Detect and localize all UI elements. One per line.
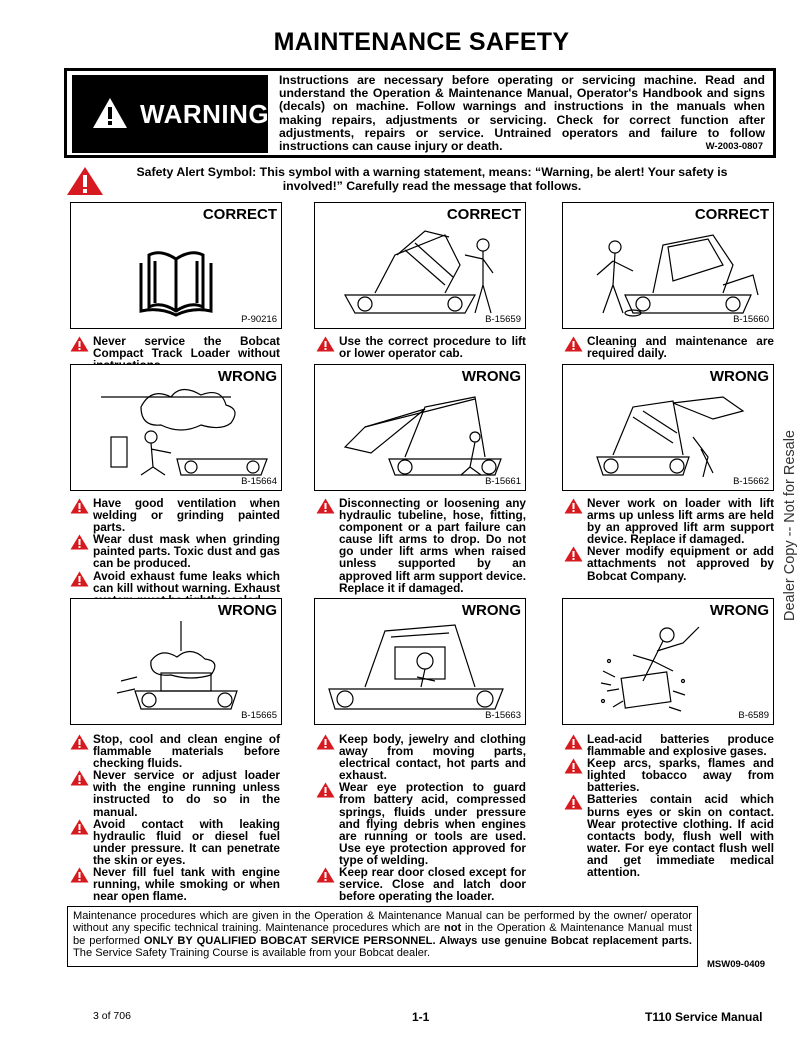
caption-text: Lead-acid batteries produce flammable and explosive gases. (587, 732, 774, 759)
safety-alert-statement: Safety Alert Symbol: This symbol with a warning statement, means: “Warning, be alert! Your safety is involved!” Carefully read the message that follows. (136, 165, 728, 193)
figure-number: B-15662 (733, 476, 769, 487)
figure-number: B-15660 (733, 314, 769, 325)
manual-name: T110 Service Manual (645, 1010, 763, 1024)
note-text-2: in the Operation & Maintenance Manual must be performed (73, 922, 692, 947)
safety-alert-icon (70, 571, 89, 587)
caption-text: Avoid contact with leaking hydraulic fluid or diesel fuel under pressure. It can penetrate the skin or eyes. (93, 816, 280, 867)
panel-2 (314, 202, 526, 329)
caption-item (70, 733, 280, 769)
caption-text: Disconnecting or loosening any hydraulic tubeline, hose, fitting, component or a part failure can cause lift arms to drop. Do not go under lift arms when raised unless supported by an approved lift arm support device. Replace it if damaged. (339, 496, 526, 595)
figure-number: B-15663 (485, 710, 521, 721)
note-text-1: Maintenance procedures which are given in the Operation & Maintenance Manual can be performed by the owner/ operator without any specific technical training. Maintenance procedures which are (73, 910, 692, 935)
caption-group-4 (70, 497, 280, 606)
page-count: 3 of 706 (93, 1010, 131, 1022)
cleaning-illustration (573, 225, 763, 317)
panel-5 (314, 364, 526, 491)
caption-group-6 (564, 497, 774, 582)
panel-label: WRONG (461, 368, 521, 385)
caption-text: Never service the Bobcat Compact Track Loader without (93, 334, 280, 361)
caption-item (564, 497, 774, 545)
safety-alert-icon (564, 734, 583, 750)
panel-label: CORRECT (202, 206, 277, 223)
panel-label: WRONG (709, 602, 769, 619)
figure-number: B-15664 (241, 476, 277, 487)
caption-item (316, 335, 526, 359)
caption-item (70, 497, 280, 533)
safety-alert-icon (564, 336, 583, 352)
caption-item (316, 866, 526, 902)
safety-alert-icon (564, 794, 583, 810)
safety-alert-icon (564, 546, 583, 562)
caption-item (70, 818, 280, 866)
panel-label: CORRECT (694, 206, 769, 223)
panel-label: WRONG (709, 368, 769, 385)
figure-number: B-15659 (485, 314, 521, 325)
panel-4 (70, 364, 282, 491)
figure-number: B-15661 (485, 476, 521, 487)
safety-alert-icon (70, 534, 89, 550)
caption-item (564, 733, 774, 757)
caption-text: Avoid exhaust fume leaks which can kill without warning. Exhaust (93, 568, 280, 595)
panel-label: WRONG (461, 602, 521, 619)
caption-group-5 (316, 497, 526, 594)
note-bold: ONLY BY QUALIFIED BOBCAT SERVICE PERSONNEL. Always use genuine Bobcat replacement parts. (143, 934, 692, 947)
note-text-3: The Service Safety Training Course is available from your Bobcat dealer. (73, 946, 431, 959)
warning-text: Instructions are necessary before operating or servicing machine. Read and understand the Operation & Maintenance Manual, Operator's Handbook and signs (decals) on machine. Follow warnings and instructions in the manuals when making repairs, adjustments or servicing. Check for correct function after adjustments, repairs or service. Untrained operators and failure to follow instructions can cause injury or death. (279, 73, 765, 154)
safety-alert-icon (70, 498, 89, 514)
modified-equipment-illustration (573, 387, 763, 479)
page-title: MAINTENANCE SAFETY (273, 28, 570, 56)
dealer-copy-watermark: Dealer Copy -- Not for Resale (782, 430, 798, 621)
warning-code: W-2003-0807 (705, 141, 763, 152)
safety-alert-icon (316, 734, 335, 750)
caption-item (564, 545, 774, 581)
caption-text: Never fill fuel tank with engine running, while smoking or when near open flame. (93, 865, 280, 904)
safety-alert-icon (316, 336, 335, 352)
warning-badge (72, 75, 268, 153)
caption-item (316, 781, 526, 866)
caption-item (70, 533, 280, 569)
safety-alert-icon (316, 867, 335, 883)
caption-group-7 (70, 733, 280, 902)
caption-text: Batteries contain acid which burns eyes or skin on contact. Wear protective clothing. If acid contacts body, flush well with water. For eye contact flush well and get immediate medical attention. (587, 792, 774, 880)
caption-item (316, 497, 526, 594)
caption-text: Never modify equipment or add attachments not approved by Bobcat Company. (587, 544, 774, 583)
warning-box (64, 68, 776, 158)
safety-alert-icon (564, 758, 583, 774)
cab-tilt-illustration (325, 225, 515, 317)
caption-text: Keep arcs, sparks, flames and lighted tobacco away from batteries. (587, 756, 774, 795)
caption-text: Keep rear door closed except for service. Close and latch door before operating the loader. (339, 865, 526, 904)
caption-group-2 (316, 335, 526, 359)
caption-text: Keep body, jewelry and clothing away from moving parts, electrical contact, hot parts and exhaust. (339, 732, 526, 783)
safety-alert-icon (564, 498, 583, 514)
caption-text: Use the correct procedure to lift or lower operator cab. (339, 334, 526, 361)
caption-item (316, 733, 526, 781)
caption-text: Never service or adjust loader with the engine running unless instructed to do so in the manual. (93, 768, 280, 819)
safety-alert-icon (316, 498, 335, 514)
page-number: 1-1 (412, 1010, 430, 1024)
figure-number: B-15665 (241, 710, 277, 721)
panel-1 (70, 202, 282, 329)
figure-number: P-90216 (241, 314, 277, 325)
moving-parts-illustration (325, 621, 515, 713)
warning-triangle-icon (92, 97, 128, 129)
caption-text: Cleaning and maintenance are required daily. (587, 334, 774, 361)
safety-alert-icon (70, 336, 89, 352)
panel-label: WRONG (217, 602, 277, 619)
caption-text: Stop, cool and clean engine of flammable materials before checking fluids. (93, 732, 280, 771)
caption-item (564, 793, 774, 878)
warning-word: WARNING (140, 99, 270, 129)
caption-group-3 (564, 335, 774, 359)
safety-alert-icon (70, 734, 89, 750)
caption-group-8 (316, 733, 526, 902)
hot-engine-illustration (81, 621, 271, 713)
service-note-box (67, 906, 698, 967)
panel-3 (562, 202, 774, 329)
welding-fumes-illustration (81, 387, 271, 479)
panel-label: CORRECT (446, 206, 521, 223)
caption-item (70, 866, 280, 902)
safety-alert-icon (70, 770, 89, 786)
panel-6 (562, 364, 774, 491)
panel-8 (314, 598, 526, 725)
caption-text: Wear dust mask when grinding painted parts. Toxic dust and gas can be produced. (93, 532, 280, 571)
caption-item (70, 769, 280, 817)
figure-number: B-6589 (738, 710, 769, 721)
safety-alert-icon (70, 867, 89, 883)
caption-item (564, 335, 774, 359)
panel-label: WRONG (217, 368, 277, 385)
open-manual-icon (81, 225, 271, 317)
safety-alert-icon (70, 819, 89, 835)
caption-text: Wear eye protection to guard from battery acid, compressed springs, fluids under pressure and flying debris when engines are running or tools are used. Use eye protection approved for type of welding. (339, 780, 526, 867)
panel-7 (70, 598, 282, 725)
safety-alert-icon (316, 782, 335, 798)
battery-explosion-illustration (573, 621, 763, 713)
note-not: not (443, 922, 462, 935)
caption-text: Never work on loader with lift arms up unless lift arms are held by an approved lift arm support device. Replace if damaged. (587, 496, 774, 547)
raised-lift-arms-illustration (325, 387, 515, 479)
caption-item (564, 757, 774, 793)
panel-9 (562, 598, 774, 725)
caption-text: Have good ventilation when welding or grinding painted parts. (93, 496, 280, 535)
caption-group-9 (564, 733, 774, 878)
safety-alert-icon (66, 166, 104, 196)
note-code: MSW09-0409 (707, 959, 766, 970)
